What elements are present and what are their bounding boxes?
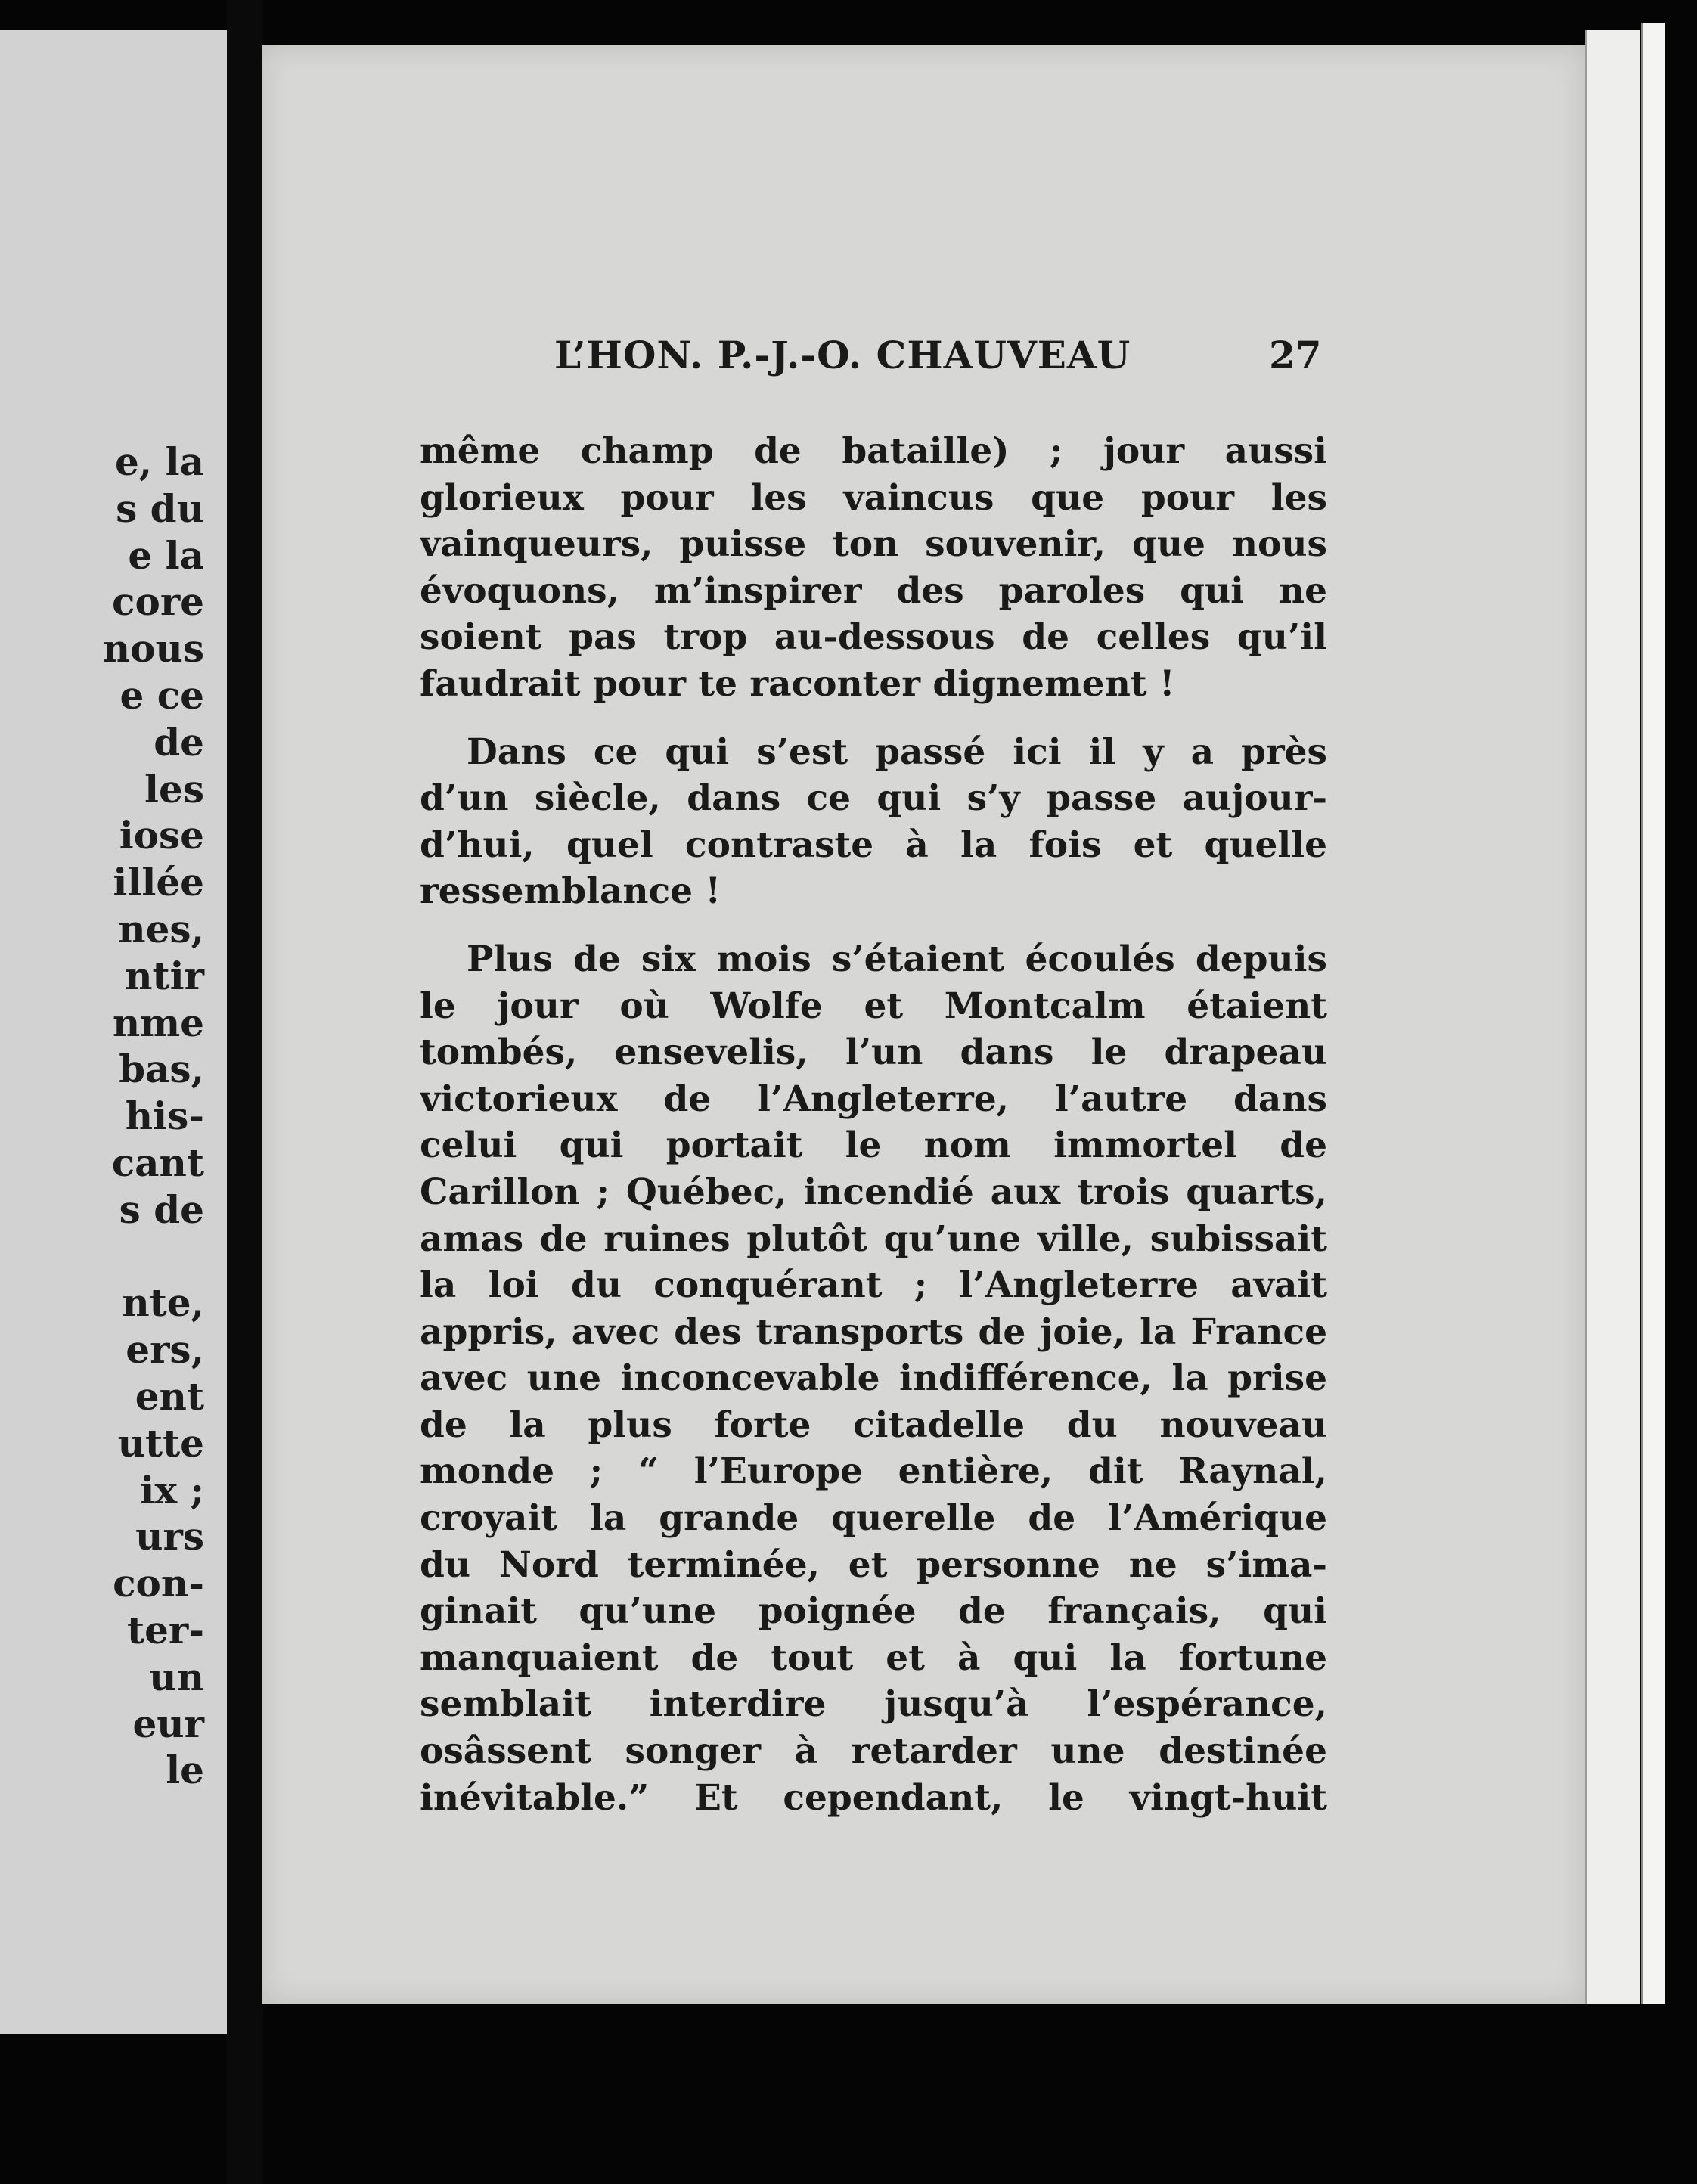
book-gutter: [227, 0, 263, 2184]
facing-page-fragment: nous: [102, 626, 204, 672]
facing-page-fragment: ter-: [126, 1608, 204, 1652]
facing-page-fragment: core: [112, 579, 204, 625]
text-line: la loi du conquérant ; l’Angleterre avait: [420, 1264, 1327, 1307]
text-line: Carillon ; Québec, incendié aux trois quarts,: [420, 1171, 1327, 1213]
text-line: vainqueurs, puisse ton souvenir, que nous: [420, 523, 1327, 566]
paragraph: [420, 729, 1327, 915]
text-line: ginait qu’une poignée de français, qui: [420, 1590, 1327, 1633]
text-line: celui qui portait le nom immortel de: [420, 1125, 1327, 1167]
text-line: de la plus forte citadelle du nouveau: [420, 1404, 1327, 1446]
text-line: glorieux pour les vaincus que pour les: [420, 476, 1327, 519]
text-line: Plus de six mois s’étaient écoulés depuis: [467, 938, 1327, 980]
text-line: avec une inconcevable indifférence, la prise: [420, 1357, 1327, 1400]
facing-page-fragment: ix ;: [140, 1467, 204, 1512]
facing-page-fragment: un: [149, 1654, 204, 1699]
facing-page-fragment: e ce: [119, 673, 204, 718]
facing-page-fragment: nme: [112, 1000, 204, 1045]
facing-page-fragment: les: [144, 766, 204, 811]
text-line: faudrait pour te raconter dignement !: [420, 662, 1175, 705]
text-line: monde ; “ l’Europe entière, dit Raynal,: [420, 1450, 1327, 1493]
running-head: L’HON. P.-J.-O. CHAUVEAU: [554, 333, 1131, 377]
facing-page-fragment: nes,: [118, 907, 204, 951]
text-line: d’hui, quel contraste à la fois et quelle: [420, 824, 1327, 866]
facing-page-fragment: s du: [116, 486, 204, 531]
body-text: [420, 428, 1327, 1821]
facing-page-fragment: his-: [125, 1094, 204, 1139]
text-line: d’un siècle, dans ce qui s’y passe aujour-: [420, 777, 1327, 820]
facing-page-fragment: e la: [128, 532, 204, 578]
text-line: osâssent songer à retarder une destinée: [420, 1730, 1327, 1773]
facing-page-left: [0, 30, 229, 2034]
text-line: évoquons, m’inspirer des paroles qui ne: [420, 569, 1327, 612]
text-line: même champ de bataille) ; jour aussi: [420, 430, 1327, 472]
text-line: inévitable.” Et cependant, le vingt-huit: [420, 1776, 1327, 1819]
facing-page-fragment: s de: [119, 1187, 204, 1232]
paragraph: [420, 936, 1327, 1821]
page-edge: [1585, 30, 1640, 2004]
paragraph: [420, 428, 1327, 708]
text-line: manquaient de tout et à qui la fortune: [420, 1636, 1327, 1679]
facing-page-fragment: de: [154, 719, 204, 765]
text-line: le jour où Wolfe et Montcalm étaient: [420, 985, 1327, 1027]
text-line: du Nord terminée, et personne ne s’ima-: [420, 1543, 1327, 1586]
text-line: ressemblance !: [420, 870, 721, 913]
text-line: tombés, ensevelis, l’un dans le drapeau: [420, 1032, 1327, 1074]
facing-page-fragment: ntir: [125, 953, 204, 998]
facing-page-fragment: con-: [113, 1561, 204, 1606]
facing-page-fragment: eur: [132, 1701, 204, 1746]
text-line: semblait interdire jusqu’à l’espérance,: [420, 1683, 1327, 1726]
facing-page-fragment: nte,: [122, 1280, 204, 1326]
text-line: amas de ruines plutôt qu’une ville, subissait: [420, 1218, 1327, 1260]
facing-page-fragment: illée: [113, 860, 204, 905]
page-number: 27: [1269, 333, 1322, 377]
page-edge-outer: [1641, 23, 1665, 2004]
text-line: Dans ce qui s’est passé ici il y a près: [467, 731, 1327, 773]
facing-page-fragment: iose: [119, 813, 204, 858]
facing-page-fragment: ers,: [126, 1327, 204, 1373]
facing-page-fragment: ent: [135, 1374, 204, 1419]
facing-page-fragment: bas,: [119, 1047, 204, 1092]
facing-page-fragment: utte: [117, 1420, 204, 1466]
text-line: appris, avec des transports de joie, la France: [420, 1311, 1327, 1353]
facing-page-fragment: cant: [111, 1140, 204, 1185]
text-line: soient pas trop au-dessous de celles qu’il: [420, 616, 1327, 659]
text-line: croyait la grande querelle de l’Amérique: [420, 1497, 1327, 1540]
facing-page-fragment: le: [166, 1748, 204, 1793]
facing-page-fragment: e, la: [114, 439, 204, 484]
text-line: victorieux de l’Angleterre, l’autre dans: [420, 1078, 1327, 1120]
facing-page-fragment: urs: [135, 1514, 204, 1559]
